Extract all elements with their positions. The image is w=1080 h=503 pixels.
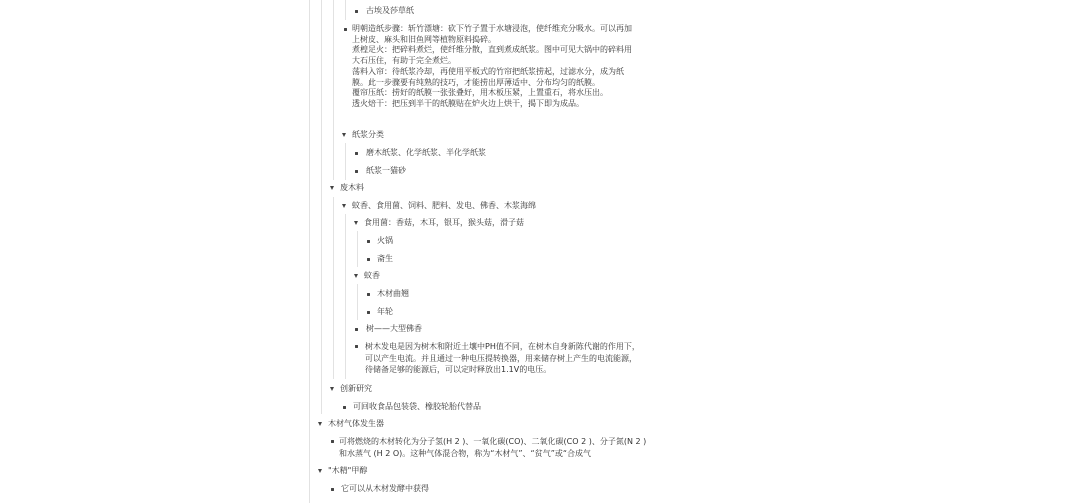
item-text: 斋生: [377, 254, 393, 263]
item-text-line: 膜。此一步骤要有纯熟的技巧，才能捞出厚薄适中、分布均匀的纸膜。: [352, 77, 600, 87]
item-text: 纸浆分类: [352, 130, 384, 139]
outline-item[interactable]: [330, 384, 372, 394]
indent-guide: [321, 0, 322, 414]
bullet-dot-icon: [355, 10, 358, 13]
item-text: 木材曲翘: [377, 289, 409, 298]
item-text-line: 煮楻足火：把碎料煮烂，使纤维分散，直到煮成纸浆。图中可见大锅中的碎料用: [352, 45, 632, 55]
item-text-line: 可将燃烧的木材转化为分子氢(H 2 )、一氧化碳(CO)、二氧化碳(CO 2 )、分子氮(N 2 ): [339, 437, 647, 446]
collapse-triangle-icon[interactable]: [354, 221, 358, 225]
indent-guide: [345, 143, 346, 180]
item-text-line: 覆帘压纸：捞好的纸膜一张张叠好，用木板压紧，上置重石，将水压出。: [352, 88, 608, 98]
bullet-dot-icon: [344, 28, 347, 31]
indent-guide: [345, 214, 346, 379]
item-text-line: 透火焙干：把压到半干的纸膜贴在炉火边上烘干，揭下即为成品。: [352, 98, 584, 108]
bullet-dot-icon: [355, 152, 358, 155]
collapse-triangle-icon[interactable]: [330, 186, 334, 190]
bullet-dot-icon: [367, 258, 370, 261]
collapse-triangle-icon[interactable]: [330, 387, 334, 391]
item-text-line: 上树皮、麻头和旧鱼网等植物原料捣碎。: [352, 34, 496, 44]
collapse-triangle-icon[interactable]: [354, 274, 358, 278]
outline-item[interactable]: [342, 201, 536, 211]
outline-item[interactable]: [367, 307, 393, 317]
item-text-line: 明朝造纸步骤：斩竹漂塘：砍下竹子置于水塘浸泡，使纤维充分吸水。可以再加: [352, 24, 632, 33]
item-text: "木精"甲醇: [328, 466, 368, 475]
item-text-line: 荡料入帘：待纸浆冷却，再使用平板式的竹帘把纸浆捞起，过滤水分，成为纸: [352, 66, 624, 76]
outline-item[interactable]: [355, 341, 640, 376]
item-text-line: 待储备足够的能源后，可以定时释放出1.1V的电压。: [365, 365, 552, 374]
outline-item[interactable]: [330, 183, 364, 193]
indent-guide: [333, 0, 334, 180]
item-text: 树——大型佛香: [366, 324, 422, 333]
outline-item[interactable]: [354, 271, 380, 281]
bullet-dot-icon: [343, 406, 346, 409]
outline-item[interactable]: [331, 436, 646, 459]
bullet-dot-icon: [367, 293, 370, 296]
outline-item[interactable]: [355, 6, 414, 16]
indent-guide: [357, 284, 358, 320]
bullet-dot-icon: [367, 311, 370, 314]
outline-item[interactable]: [354, 218, 524, 228]
outline-item[interactable]: [355, 148, 486, 158]
item-text-block: [352, 24, 632, 110]
indent-guide: [333, 197, 334, 379]
item-text: 磨木纸浆、化学纸浆、半化学纸浆: [366, 148, 486, 157]
item-text-line: 大石压住，有助于完全煮烂。: [352, 56, 456, 66]
item-text: 废木料: [340, 183, 364, 192]
item-text: 木材气体发生器: [328, 419, 384, 428]
item-text-line: 和水蒸气 (H 2 O)。这种气体混合物，称为“木材气”、“贫气”或“合成气: [339, 448, 591, 458]
bullet-dot-icon: [355, 170, 358, 173]
item-text: 蚊香: [364, 271, 380, 280]
item-text: 火锅: [377, 236, 393, 245]
indent-guide: [357, 231, 358, 267]
item-text: 纸浆一猫砂: [366, 166, 406, 175]
collapse-triangle-icon[interactable]: [342, 204, 346, 208]
outline-item[interactable]: [367, 254, 393, 264]
item-text: 它可以从木材发酵中获得: [341, 484, 429, 493]
outline-item[interactable]: [318, 419, 384, 429]
outline-item[interactable]: [367, 289, 409, 299]
item-text: 年轮: [377, 307, 393, 316]
item-text: 可回收食品包装袋、橡胶轮胎代替品: [353, 402, 481, 411]
outline-item[interactable]: [318, 466, 367, 476]
outline-item[interactable]: [331, 484, 429, 494]
outline-item[interactable]: [344, 24, 632, 110]
item-text-line: 可以产生电流。并且通过一种电压提转换器，用来储存树上产生的电流能源，: [365, 353, 637, 363]
item-text-block: [365, 341, 640, 376]
item-text: 食用菌：香菇，木耳，银耳，猴头菇，滑子菇: [364, 218, 524, 227]
item-text-block: [339, 436, 646, 459]
outline-item[interactable]: [342, 130, 384, 140]
bullet-dot-icon: [331, 440, 334, 443]
bullet-dot-icon: [355, 328, 358, 331]
bullet-dot-icon: [331, 488, 334, 491]
indent-guide: [345, 0, 346, 20]
item-text-line: 树木发电是因为树木和附近土壤中PH值不同，在树木自身新陈代谢的作用下，: [365, 342, 640, 351]
bullet-dot-icon: [367, 240, 370, 243]
collapse-triangle-icon[interactable]: [318, 422, 322, 426]
item-text: 古埃及莎草纸: [366, 6, 414, 15]
outline-item[interactable]: [343, 402, 481, 412]
outline-item[interactable]: [355, 324, 422, 334]
collapse-triangle-icon[interactable]: [342, 133, 346, 137]
bullet-dot-icon: [355, 345, 358, 348]
outline-item[interactable]: [355, 166, 406, 176]
collapse-triangle-icon[interactable]: [318, 469, 322, 473]
item-text: 创新研究: [340, 384, 372, 393]
outline-item[interactable]: [367, 236, 393, 246]
item-text: 蚊香、食用菌、饲料、肥料、发电、佛香、木浆海绵: [352, 201, 536, 210]
indent-guide: [309, 0, 310, 503]
